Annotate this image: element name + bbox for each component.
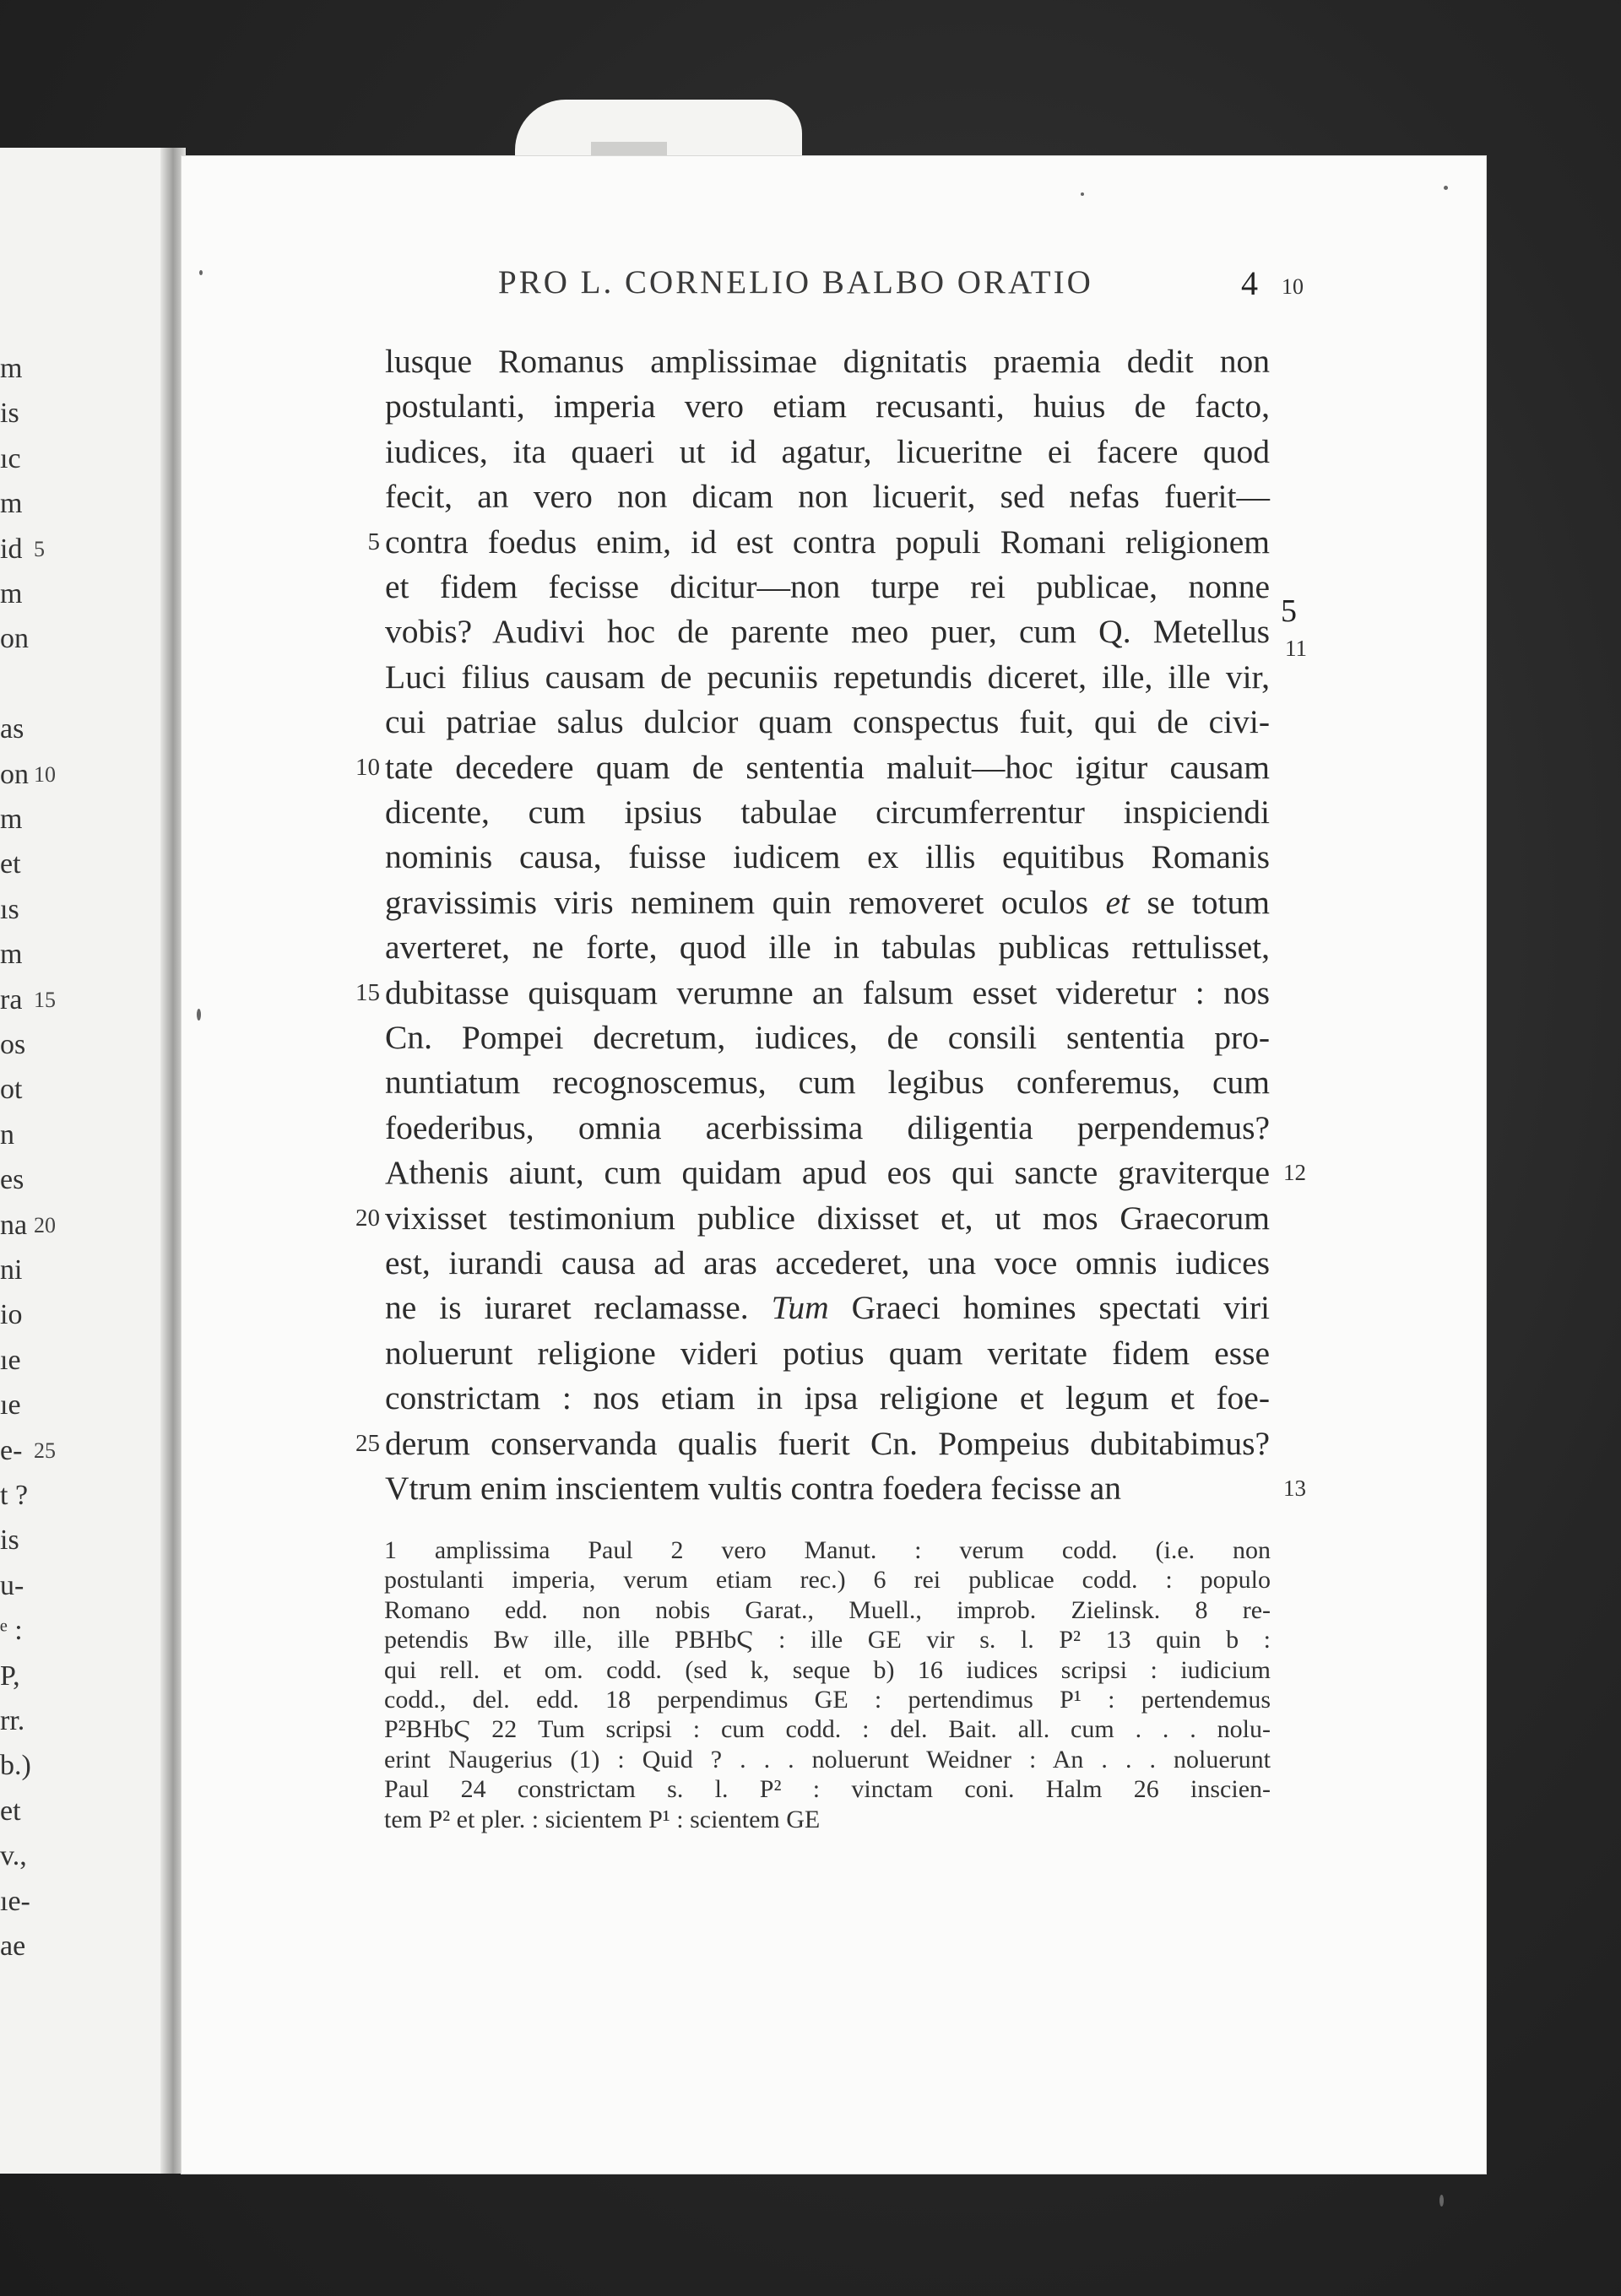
- left-page-line-number: 5: [34, 536, 45, 561]
- line-number: 15: [355, 978, 380, 1006]
- left-page-line-fragment: m: [0, 353, 23, 384]
- left-page-line-fragment: b.): [0, 1750, 31, 1782]
- text-line: nominis causa, fuisse iudicem ex illis equitibus Romanis: [385, 838, 1270, 876]
- text-line: dubitasse quisquam verumne an falsum esset videretur : nos: [385, 973, 1270, 1011]
- text-line: Cn. Pompei decretum, iudices, de consili sententia pro-: [385, 1019, 1270, 1056]
- left-page-line-fragment: m: [0, 488, 23, 520]
- left-page-line-fragment: ıs: [0, 893, 19, 925]
- line-number: 5: [367, 528, 380, 555]
- text-line: Vtrum enim inscientem vultis contra foedera fecisse an: [385, 1470, 1121, 1507]
- text-line: constrictam : nos etiam in ipsa religione et legum et foe-: [385, 1379, 1270, 1417]
- text-line: vixisset testimonium publice dixisset et, ut mos Graecorum: [385, 1199, 1270, 1237]
- left-page-line-fragment: os: [0, 1029, 26, 1060]
- running-head: PRO L. CORNELIO BALBO ORATIO: [498, 264, 1093, 301]
- apparatus-line: P²BHbϚ 22 Tum scripsi : cum codd. : del. Bait. all. cum . . . nolu-: [384, 1715, 1271, 1744]
- left-page-line-fragment: ıe: [0, 1389, 21, 1421]
- left-page-line-fragment: v.,: [0, 1840, 27, 1872]
- chapter-number: 4: [1241, 264, 1258, 302]
- left-page-line-fragment: ni: [0, 1254, 23, 1286]
- left-page-line-fragment: ra: [0, 983, 23, 1015]
- line-number: 10: [355, 753, 380, 781]
- left-page-line-fragment: io: [0, 1299, 23, 1331]
- apparatus-line: Paul 24 constrictam s. l. P² : vinctam coni. Halm 26 inscien-: [384, 1775, 1271, 1804]
- left-page-line-fragment: on: [0, 758, 29, 790]
- text-line: vobis? Audivi hoc de parente meo puer, cum Q. Metellus: [385, 613, 1270, 651]
- left-page-line-fragment: is: [0, 1524, 19, 1557]
- left-page-line-fragment: n: [0, 1118, 14, 1151]
- left-page-line-fragment: et: [0, 1795, 21, 1827]
- text-line: nuntiatum recognoscemus, cum legibus conferemus, cum: [385, 1064, 1270, 1102]
- text-line: averteret, ne forte, quod ille in tabulas publicas rettulisset,: [385, 929, 1270, 967]
- left-page-line-fragment: u-: [0, 1569, 24, 1601]
- text-line: derum conservanda qualis fuerit Cn. Pompeius dubitabimus?: [385, 1424, 1270, 1462]
- left-page-line-number: 25: [34, 1438, 56, 1463]
- text-line: Luci filius causam de pecuniis repetundis diceret, ille, ille vir,: [385, 658, 1270, 696]
- left-page-line-fragment: e-: [0, 1434, 23, 1466]
- left-page-line-fragment: ot: [0, 1074, 23, 1106]
- text-line: contra foedus enim, id est contra populi Romani religionem: [385, 523, 1270, 560]
- section-marker: 13: [1283, 1476, 1306, 1501]
- scan-speck: [1439, 2195, 1444, 2207]
- apparatus-line: 1 amplissima Paul 2 vero Manut. : verum codd. (i.e. non: [384, 1536, 1271, 1564]
- left-page-line-fragment: m: [0, 939, 23, 971]
- text-line: est, iurandi causa ad aras accederet, una voce omnis iudices: [385, 1244, 1270, 1281]
- apparatus-line: petendis Bw ille, ille PBHbϚ : ille GE vir s. l. P² 13 quin b :: [384, 1626, 1271, 1654]
- text-line: et fidem fecisse dicitur—non turpe rei publicae, nonne: [385, 568, 1270, 605]
- text-line: cui patriae salus dulcior quam conspectus fuit, qui de civi-: [385, 703, 1270, 741]
- text-line: foederibus, omnia acerbissima diligentia perpendemus?: [385, 1108, 1270, 1146]
- left-page-line-fragment: ᵉ :: [0, 1615, 23, 1647]
- left-page-line-fragment: ıe-: [0, 1885, 30, 1917]
- left-page-line-fragment: is: [0, 398, 19, 430]
- left-page-line-fragment: et: [0, 848, 21, 880]
- left-page-line-fragment: ae: [0, 1930, 26, 1962]
- left-page-line-fragment: as: [0, 713, 24, 745]
- left-page-line-fragment: id: [0, 533, 23, 565]
- left-page: [0, 148, 182, 2174]
- left-page-line-number: 20: [34, 1212, 56, 1237]
- section-marker: 12: [1283, 1160, 1306, 1186]
- apparatus-line: qui rell. et om. codd. (sed k, seque b) 16 iudices scripsi : iudicium: [384, 1655, 1271, 1684]
- text-line: gravissimis viris neminem quin removeret oculos et se totum: [385, 883, 1270, 921]
- left-page-line-fragment: P,: [0, 1660, 20, 1692]
- apparatus-line: Romano edd. non nobis Garat., Muell., improb. Zielinsk. 8 re-: [384, 1595, 1271, 1624]
- left-page-line-fragment: m: [0, 804, 23, 835]
- text-line: postulanti, imperia vero etiam recusanti, huius de facto,: [385, 387, 1270, 425]
- left-page-line-fragment: on: [0, 623, 29, 655]
- apparatus-line: erint Naugerius (1) : Quid ? . . . noluerunt Weidner : An . . . noluerunt: [384, 1745, 1271, 1773]
- line-number: 20: [355, 1204, 380, 1232]
- text-line: fecit, an vero non dicam non licuerit, sed nefas fuerit—: [385, 478, 1270, 516]
- section-marker: 5: [1281, 593, 1297, 630]
- text-line: iudices, ita quaeri ut id agatur, licueritne ei facere quod: [385, 432, 1270, 470]
- left-page-line-fragment: na: [0, 1209, 28, 1241]
- apparatus-line: postulanti imperia, verum etiam rec.) 6 rei publicae codd. : populo: [384, 1566, 1271, 1595]
- left-page-line-fragment: ıe: [0, 1344, 21, 1376]
- text-line: Athenis aiunt, cum quidam apud eos qui sancte graviterque: [385, 1154, 1270, 1192]
- text-line: tate decedere quam de sententia maluit—hoc igitur causam: [385, 748, 1270, 786]
- left-page-line-fragment: es: [0, 1164, 24, 1196]
- text-line: lusque Romanus amplissimae dignitatis praemia dedit non: [385, 343, 1270, 380]
- apparatus-line: tem P² et pler. : sicientem P¹ : scientem GE: [384, 1805, 821, 1833]
- line-number: 25: [355, 1429, 380, 1457]
- scan-speck: [1444, 186, 1448, 190]
- text-line: noluerunt religione videri potius quam veritate fidem esse: [385, 1334, 1270, 1372]
- scan-speck: [199, 270, 203, 275]
- section-number: 10: [1282, 274, 1304, 299]
- scan-speck: [197, 1009, 201, 1021]
- text-line: ne is iuraret reclamasse. Tum Graeci homines spectati viri: [385, 1289, 1270, 1327]
- left-page-line-fragment: t ?: [0, 1480, 29, 1511]
- left-page-line-number: 15: [34, 987, 56, 1012]
- left-page-line-fragment: ıc: [0, 442, 21, 474]
- scan-speck: [1081, 192, 1084, 196]
- left-page-line-number: 10: [34, 761, 56, 787]
- apparatus-line: codd., del. edd. 18 perpendimus GE : pertendimus P¹ : pertendemus: [384, 1686, 1271, 1714]
- left-page-line-fragment: m: [0, 578, 23, 609]
- text-line: dicente, cum ipsius tabulae circumferrentur inspiciendi: [385, 793, 1270, 831]
- left-page-line-fragment: rr.: [0, 1705, 25, 1736]
- section-marker: 11: [1285, 636, 1307, 662]
